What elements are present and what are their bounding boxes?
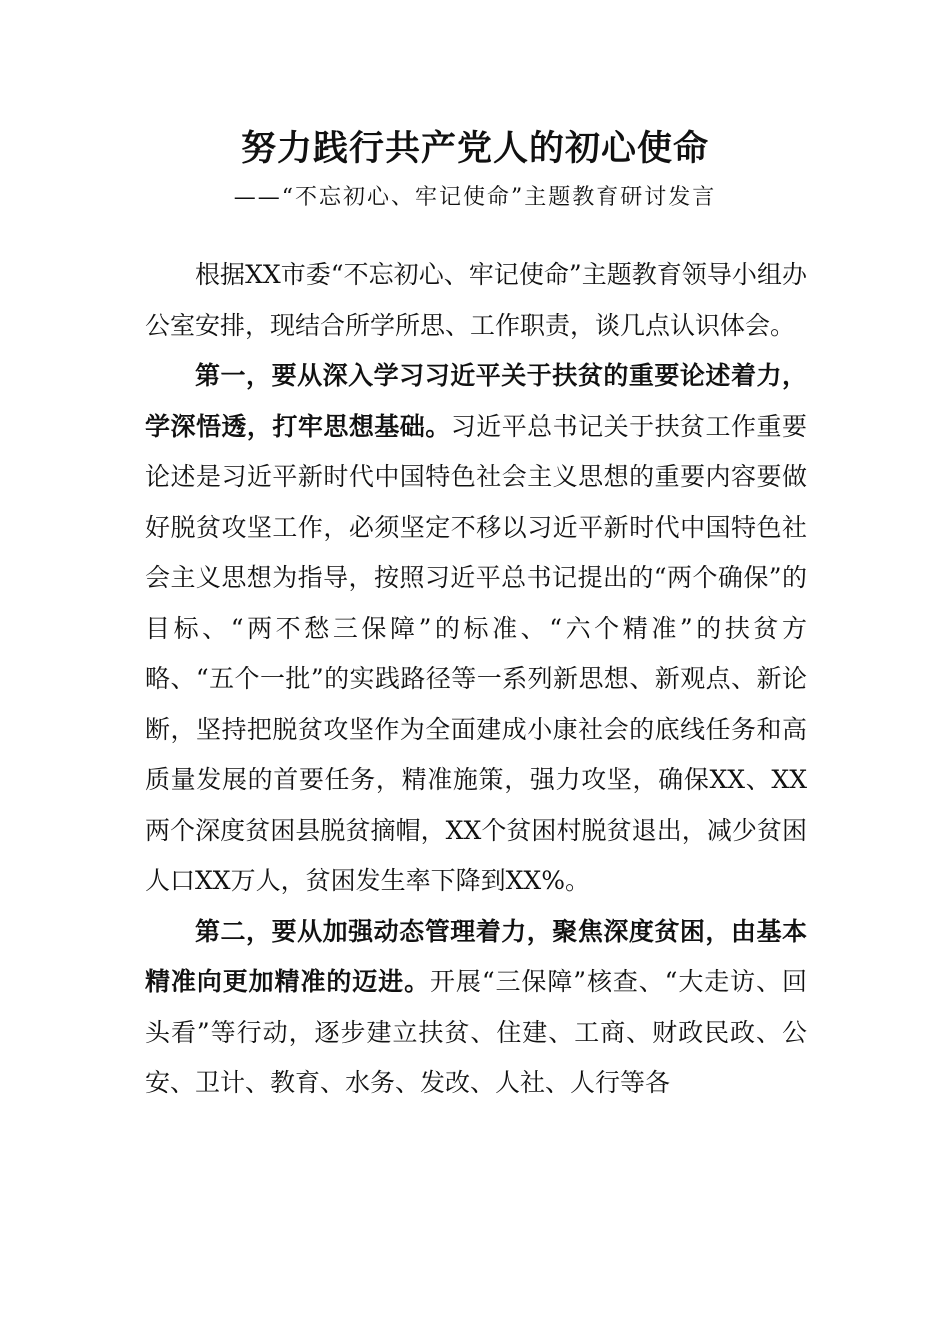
- paragraph-heading: 第一，要从深入学习习近平关于扶贫的重要论述着力，学深悟透，打牢思想基础。: [145, 361, 807, 441]
- paragraph-text: 习近平总书记关于扶贫工作重要论述是习近平新时代中国特色社会主义思想的重要内容要做好脱贫攻坚工作，必须坚定不移以习近平新时代中国特色社会主义思想为指导，按照习近平总书记提出的“两个确保”的目标、“两不愁三保障”的标准、“六个精准”的扶贫方略、“五个一批”的实践路径等一系列新思想、新观点、新论断，坚持把脱贫攻坚作为全面建成小康社会的底线任务和高质量发展的首要任务，精准施策，强力攻坚，确保XX、XX两个深度贫困县脱贫摘帽，XX个贫困村脱贫退出，减少贫困人口XX万人，贫困发生率下降到XX%。: [145, 411, 807, 895]
- document-body: [145, 250, 807, 1109]
- paragraph-heading: 第二，要从加强动态管理着力，聚焦深度贫困，由基本精准向更加精准的迈进。: [145, 916, 807, 996]
- paragraph-text: 开展“三保障”核查、“大走访、回头看”等行动，逐步建立扶贫、住建、工商、财政民政、公安、卫计、教育、水务、发改、人社、人行等各: [145, 967, 807, 1097]
- paragraph-second-point: [145, 907, 807, 1109]
- document-subtitle: ——“不忘初心、牢记使命”主题教育研讨发言: [233, 185, 717, 210]
- paragraph-intro: [145, 250, 807, 351]
- paragraph-text: 根据XX市委“不忘初心、牢记使命”主题教育领导小组办公室安排，现结合所学所思、工作职责，谈几点认识体会。: [145, 260, 807, 340]
- paragraph-first-point: [145, 351, 807, 907]
- document-title: 努力践行共产党人的初心使命: [240, 128, 709, 169]
